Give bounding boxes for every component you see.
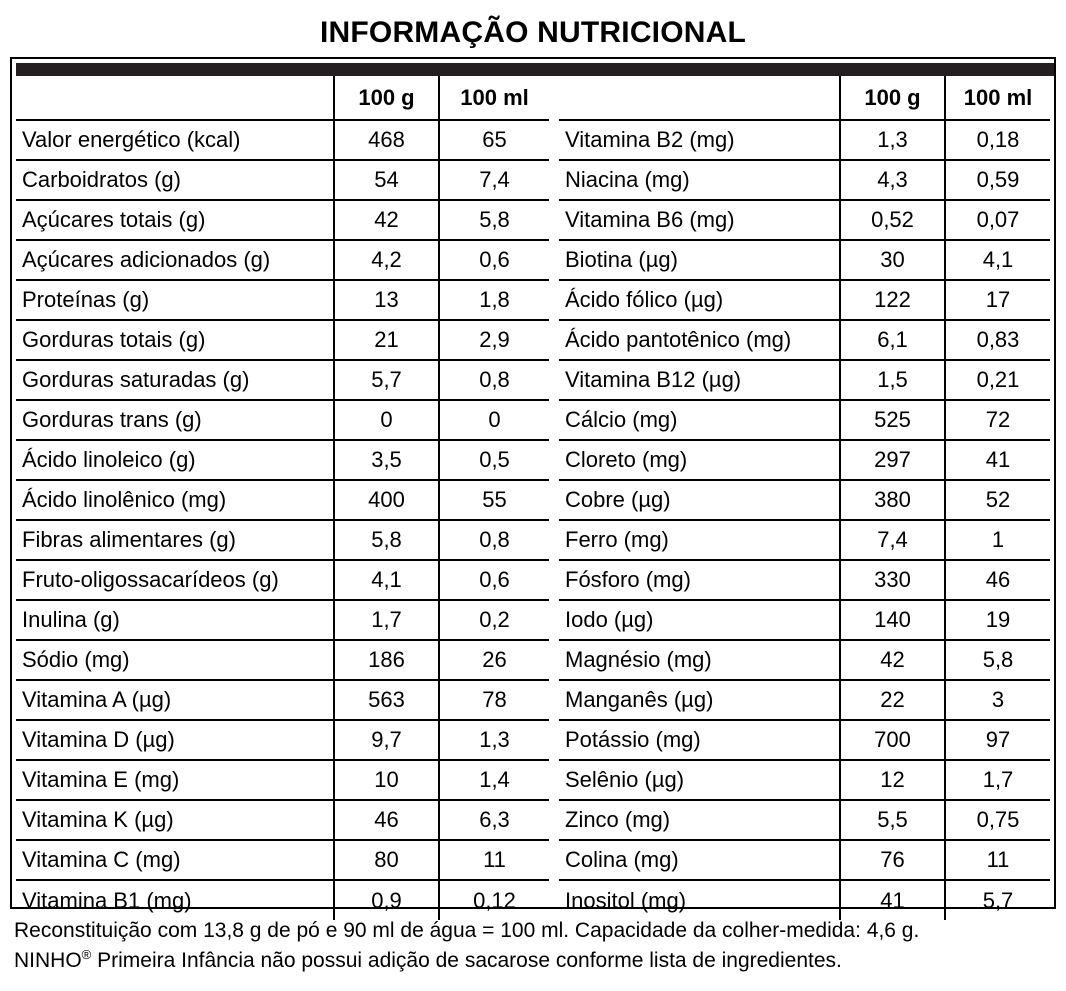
nutrient-value-100ml: 3 [945,680,1050,720]
table-row [559,440,1050,480]
nutrient-value-100g: 0,9 [334,880,439,920]
table-row [16,360,549,400]
nutrient-value-100ml: 0,07 [945,200,1050,240]
nutrient-name: Vitamina B12 (µg) [559,360,840,400]
registered-trademark-icon: ® [81,947,92,963]
right-table-header-row [559,76,1050,120]
footnote-sucrose-text: Primeira Infância não possui adição de sacarose conforme lista de ingredientes. [91,949,842,973]
nutrient-name: Manganês (µg) [559,680,840,720]
nutrient-value-100ml: 1,4 [439,760,549,800]
nutrient-value-100ml: 0,75 [945,800,1050,840]
footnotes [14,916,1054,977]
table-row [16,720,549,760]
table-row [16,800,549,840]
table-row [559,640,1050,680]
nutrient-name: Sódio (mg) [16,640,334,680]
nutrient-value-100ml: 0,18 [945,120,1050,160]
nutrient-value-100ml: 0,21 [945,360,1050,400]
nutrient-value-100g: 700 [840,720,945,760]
nutrient-value-100ml: 0,12 [439,880,549,920]
nutrient-value-100ml: 0,59 [945,160,1050,200]
nutrient-value-100g: 22 [840,680,945,720]
nutrient-name: Açúcares totais (g) [16,200,334,240]
nutrient-value-100ml: 11 [945,840,1050,880]
nutrient-value-100ml: 0 [439,400,549,440]
table-row [559,480,1050,520]
nutrient-name: Zinco (mg) [559,800,840,840]
nutrient-value-100ml: 55 [439,480,549,520]
nutrient-name: Vitamina K (µg) [16,800,334,840]
left-header-100ml: 100 ml [439,76,549,120]
nutrient-value-100ml: 11 [439,840,549,880]
table-row [16,600,549,640]
nutrient-value-100g: 30 [840,240,945,280]
left-table-header-row [16,76,549,120]
nutrient-value-100g: 41 [840,880,945,920]
nutrient-value-100ml: 1,7 [945,760,1050,800]
nutrient-value-100ml: 97 [945,720,1050,760]
nutrient-name: Ácido pantotênico (mg) [559,320,840,360]
nutrient-name: Magnésio (mg) [559,640,840,680]
nutrient-value-100g: 21 [334,320,439,360]
nutrient-value-100g: 54 [334,160,439,200]
nutrient-value-100ml: 0,2 [439,600,549,640]
nutrient-value-100g: 122 [840,280,945,320]
table-row [559,800,1050,840]
nutrient-value-100g: 12 [840,760,945,800]
nutrient-name: Biotina (µg) [559,240,840,280]
table-row [16,640,549,680]
nutrient-value-100ml: 41 [945,440,1050,480]
nutrient-value-100g: 6,1 [840,320,945,360]
nutrient-value-100g: 4,3 [840,160,945,200]
page-title: INFORMAÇÃO NUTRICIONAL [319,16,747,49]
nutrient-value-100ml: 2,9 [439,320,549,360]
nutrient-value-100ml: 65 [439,120,549,160]
nutrient-value-100g: 5,7 [334,360,439,400]
table-row [559,240,1050,280]
nutrition-table-frame [10,57,1056,913]
nutrient-value-100g: 9,7 [334,720,439,760]
right-header-100ml: 100 ml [945,76,1050,120]
table-row [16,760,549,800]
nutrient-value-100g: 186 [334,640,439,680]
nutrient-value-100ml: 17 [945,280,1050,320]
nutrient-value-100ml: 0,5 [439,440,549,480]
nutrient-value-100g: 5,5 [840,800,945,840]
table-row [16,560,549,600]
table-columns [12,76,1054,913]
nutrient-value-100g: 42 [840,640,945,680]
nutrient-value-100g: 5,8 [334,520,439,560]
nutrient-value-100ml: 19 [945,600,1050,640]
nutrient-name: Ácido linoleico (g) [16,440,334,480]
nutrient-name: Vitamina D (µg) [16,720,334,760]
table-row [559,280,1050,320]
nutrient-value-100g: 4,1 [334,560,439,600]
nutrient-name: Cálcio (mg) [559,400,840,440]
nutrient-name: Vitamina B1 (mg) [16,880,334,920]
nutrient-value-100g: 1,3 [840,120,945,160]
table-row [559,200,1050,240]
nutrient-value-100g: 0 [334,400,439,440]
nutrient-value-100g: 1,7 [334,600,439,640]
table-row [16,280,549,320]
table-row [559,560,1050,600]
nutrient-value-100ml: 1,3 [439,720,549,760]
table-row [16,240,549,280]
nutrient-value-100g: 46 [334,800,439,840]
table-row [559,680,1050,720]
nutrient-name: Inositol (mg) [559,880,840,920]
nutrient-name: Ácido linolênico (mg) [16,480,334,520]
nutrient-name: Colina (mg) [559,840,840,880]
nutrient-value-100g: 468 [334,120,439,160]
left-table-column [16,76,549,913]
table-row [16,160,549,200]
nutrient-name: Gorduras totais (g) [16,320,334,360]
nutrient-value-100ml: 0,8 [439,520,549,560]
nutrient-name: Inulina (g) [16,600,334,640]
table-row [16,680,549,720]
nutrient-name: Selênio (µg) [559,760,840,800]
nutrient-value-100ml: 0,6 [439,240,549,280]
table-row [559,400,1050,440]
nutrient-value-100ml: 78 [439,680,549,720]
table-row [16,440,549,480]
right-table-column [559,76,1050,913]
nutrient-name: Gorduras trans (g) [16,400,334,440]
table-row [16,880,549,920]
nutrient-value-100g: 330 [840,560,945,600]
nutrient-value-100ml: 72 [945,400,1050,440]
table-row [16,200,549,240]
nutrient-value-100g: 42 [334,200,439,240]
left-table-body [16,120,549,920]
nutrient-name: Vitamina C (mg) [16,840,334,880]
right-header-100g: 100 g [840,76,945,120]
header-rule-bar [16,63,1054,76]
table-row [559,160,1050,200]
nutrient-value-100g: 297 [840,440,945,480]
table-row [559,840,1050,880]
nutrient-value-100g: 1,5 [840,360,945,400]
nutrient-name: Vitamina A (µg) [16,680,334,720]
nutrient-value-100g: 7,4 [840,520,945,560]
nutrient-name: Vitamina B6 (mg) [559,200,840,240]
nutrient-name: Carboidratos (g) [16,160,334,200]
table-row [16,320,549,360]
nutrient-value-100ml: 7,4 [439,160,549,200]
nutrient-value-100ml: 5,8 [439,200,549,240]
nutrient-value-100g: 3,5 [334,440,439,480]
nutrient-name: Cobre (µg) [559,480,840,520]
nutrient-name: Açúcares adicionados (g) [16,240,334,280]
table-row [16,120,549,160]
footnote-reconstitution: Reconstituição com 13,8 g de pó e 90 ml de água = 100 ml. Capacidade da colher-medida: 4,6 g. [14,919,920,942]
right-nutrition-table [559,76,1050,920]
nutrient-name: Iodo (µg) [559,600,840,640]
nutrient-value-100ml: 0,8 [439,360,549,400]
left-nutrition-table [16,76,549,920]
table-row [559,520,1050,560]
nutrient-value-100g: 140 [840,600,945,640]
table-row [16,400,549,440]
nutrient-value-100ml: 1,8 [439,280,549,320]
nutrient-value-100g: 10 [334,760,439,800]
nutrient-value-100ml: 4,1 [945,240,1050,280]
table-column-gap [549,76,559,907]
nutrient-value-100ml: 26 [439,640,549,680]
table-row [16,840,549,880]
nutrient-value-100g: 80 [334,840,439,880]
nutrient-value-100g: 525 [840,400,945,440]
table-row [559,360,1050,400]
nutrient-value-100ml: 5,7 [945,880,1050,920]
left-header-100g: 100 g [334,76,439,120]
nutrient-name: Gorduras saturadas (g) [16,360,334,400]
right-header-name [559,76,840,120]
nutrient-value-100g: 400 [334,480,439,520]
right-table-body [559,120,1050,920]
nutrient-name: Vitamina E (mg) [16,760,334,800]
table-row [559,720,1050,760]
nutrient-name: Potássio (mg) [559,720,840,760]
nutrient-value-100ml: 0,83 [945,320,1050,360]
table-row [16,480,549,520]
nutrient-value-100ml: 5,8 [945,640,1050,680]
nutrient-name: Ferro (mg) [559,520,840,560]
nutrient-value-100g: 380 [840,480,945,520]
nutrient-value-100ml: 46 [945,560,1050,600]
nutrient-name: Niacina (mg) [559,160,840,200]
nutrient-value-100g: 4,2 [334,240,439,280]
nutrient-value-100ml: 6,3 [439,800,549,840]
nutrient-name: Fibras alimentares (g) [16,520,334,560]
table-row [559,120,1050,160]
nutrient-value-100g: 76 [840,840,945,880]
table-row [559,760,1050,800]
nutrient-name: Fruto-oligossacarídeos (g) [16,560,334,600]
table-row [16,520,549,560]
nutrient-name: Valor energético (kcal) [16,120,334,160]
left-header-name [16,76,334,120]
nutrient-name: Ácido fólico (µg) [559,280,840,320]
nutrient-name: Cloreto (mg) [559,440,840,480]
nutrient-name: Vitamina B2 (mg) [559,120,840,160]
nutrient-value-100g: 563 [334,680,439,720]
nutrient-value-100g: 13 [334,280,439,320]
nutrient-value-100ml: 52 [945,480,1050,520]
nutrient-value-100g: 0,52 [840,200,945,240]
nutrient-name: Fósforo (mg) [559,560,840,600]
nutrient-value-100ml: 0,6 [439,560,549,600]
nutrient-name: Proteínas (g) [16,280,334,320]
table-row [559,320,1050,360]
nutrient-value-100ml: 1 [945,520,1050,560]
footnote-brand-name: NINHO [14,949,82,973]
footnote-sucrose [14,946,1054,976]
table-row [559,880,1050,920]
table-row [559,600,1050,640]
